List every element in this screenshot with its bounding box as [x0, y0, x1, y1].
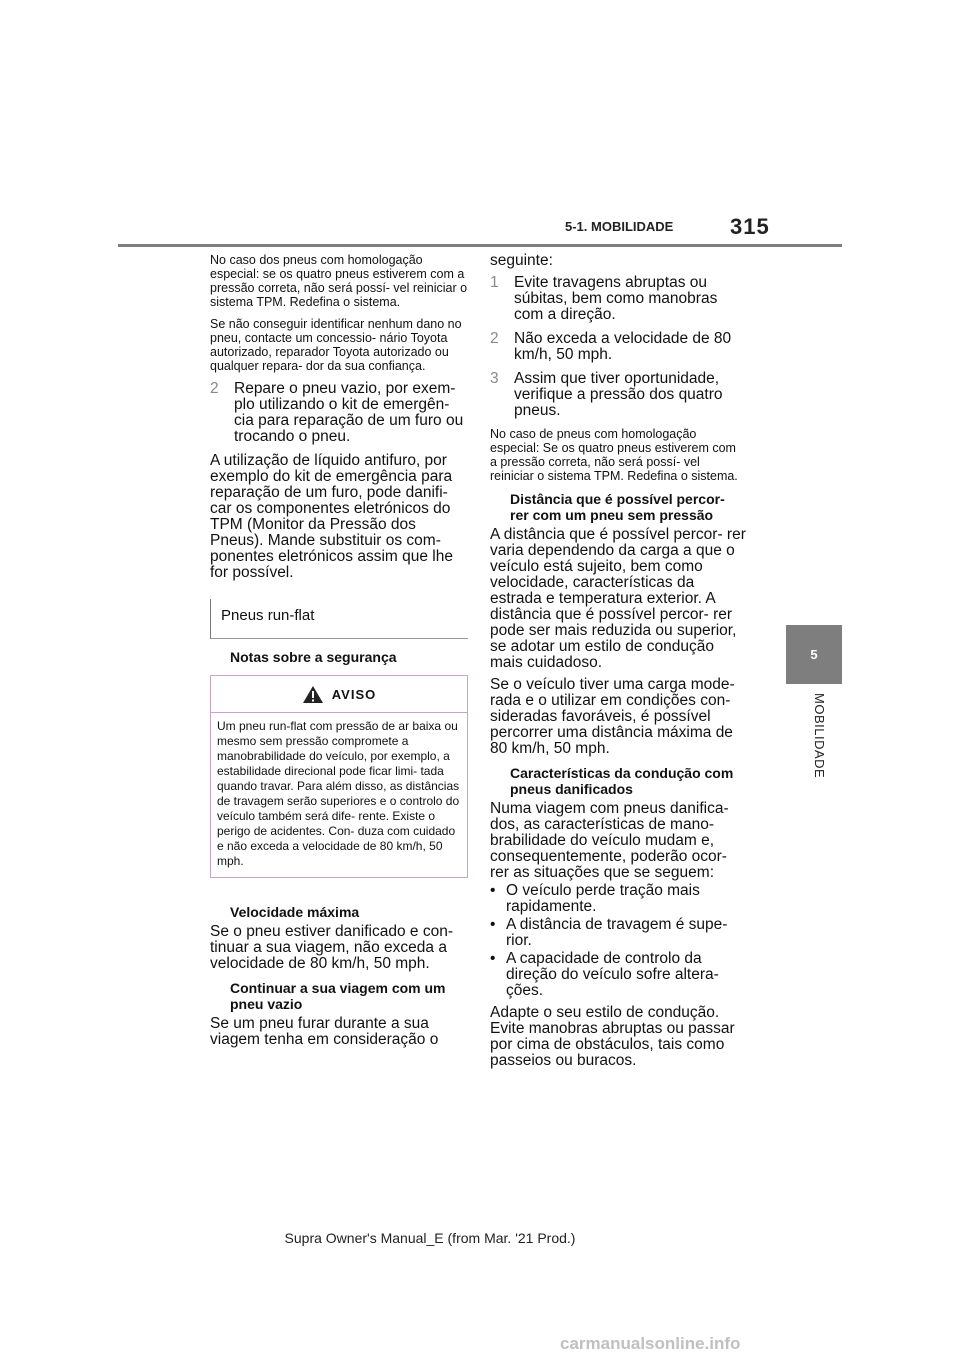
step-number: 2: [210, 380, 219, 397]
homologation-note: No caso dos pneus com homologação especial: se os quatro pneus estiverem com a pressão correta, não será possí- vel reiniciar o sistema TPM. Redefina o sistema.: [210, 253, 468, 309]
bullet-text: A distância de travagem é supe- rior.: [506, 916, 728, 949]
footer: [0, 1230, 960, 1246]
warning-header: [211, 676, 467, 713]
step-number: 2: [490, 330, 499, 347]
watermark: carmanualsonline.info: [560, 1334, 741, 1353]
dealer-note: Se não conseguir identificar nenhum dano no pneu, contacte um concessio- nário Toyota autorizado, reparador Toyota autorizado ou qualquer repara- dor da sua confiança.: [210, 317, 462, 373]
driving-heading: Características da condução com pneus danificados: [510, 765, 734, 797]
header-rule: [118, 244, 842, 247]
warning-triangle-icon: [302, 685, 324, 704]
step-2: [210, 381, 468, 445]
distance-heading: Distância que é possível percor- rer com um pneu sem pressão: [510, 491, 725, 523]
left-column: [210, 253, 468, 1054]
section-title: 5-1. MOBILIDADE: [565, 219, 674, 234]
right-column: [490, 253, 746, 1075]
sealant-paragraph: A utilização de líquido antifuro, por exemplo do kit de emergência para reparação de um furo, pode danifi- car os componentes eletrónicos do TPM (Monitor da Pressão dos Pneus). Mande substituir os com- ponentes eletrónicos assim que lhe for possível.: [210, 452, 453, 581]
bullet-item: • O veículo perde tração mais rapidamente.: [490, 883, 746, 915]
safety-heading: Notas sobre a segurança: [230, 649, 397, 665]
adapt-paragraph: Adapte o seu estilo de condução. Evite manobras abruptas ou passar por cima de obstáculos, tais como passeios ou buracos.: [490, 1004, 735, 1069]
bullet-item: • A capacidade de controlo da direção do veículo sofre altera- ções.: [490, 951, 746, 999]
warning-title: AVISO: [331, 686, 377, 702]
warning-box: [210, 675, 468, 878]
max-speed-heading: Velocidade máxima: [230, 904, 360, 920]
homologation-note: No caso de pneus com homologação especial: Se os quatro pneus estiverem com a pressão correta, não será possí- vel reiniciar o sistema TPM. Redefina o sistema.: [490, 427, 738, 483]
step-text: Repare o pneu vazio, por exem- plo utilizando o kit de emergên- cia para reparação de um furo ou trocando o pneu.: [234, 380, 464, 445]
runflat-section-title: Pneus run-flat: [210, 599, 468, 639]
continue-paragraph: Se um pneu furar durante a sua viagem tenha em consideração o: [210, 1015, 439, 1048]
continue-heading: Continuar a sua viagem com um pneu vazio: [230, 980, 446, 1012]
driving-paragraph: Numa viagem com pneus danifica- dos, as características de mano- brabilidade do veículo mudam e, consequentemente, poderão ocor- rer as situações que se seguem:: [490, 800, 729, 881]
page-number: 315: [730, 214, 770, 239]
distance-paragraph: A distância que é possível percor- rer varia dependendo da carga a que o veículo está sujeito, bem como velocidade, características da estrada e temperatura exterior. A distância que é possível percor- rer pode ser mais reduzida ou superior, se adotar um estilo de condução mais cuidadoso.: [490, 526, 746, 671]
step-number: 3: [490, 370, 499, 387]
load-paragraph: Se o veículo tiver uma carga mode- rada e o utilizar em condições con- sideradas favoráveis, é possível percorrer uma distância máxima de 80 km/h, 50 mph.: [490, 676, 735, 757]
chapter-tab: 5: [786, 625, 842, 684]
max-speed-paragraph: Se o pneu estiver danificado e con- tinuar a sua viagem, não exceda a velocidade de 80 km/h, 50 mph.: [210, 923, 453, 972]
bullet-item: • A distância de travagem é supe- rior.: [490, 917, 746, 949]
continuation-text: seguinte:: [490, 252, 553, 269]
step-number: 1: [490, 274, 499, 291]
footer-text: Supra Owner's Manual_E (from Mar. '21 Prod.): [284, 1230, 576, 1246]
step-text: Assim que tiver oportunidade, verifique a pressão dos quatro pneus.: [514, 370, 723, 419]
warning-text: Um pneu run-flat com pressão de ar baixa ou mesmo sem pressão compromete a manobrabilidade do veículo, por exemplo, a estabilidade direcional pode ficar limi- tada quando travar. Para além disso, as distâncias de travagem serão superiores e o controlo do veículo também será dife- rente. Existe o perigo de acidentes. Con- duza com cuidado e não exceda a velocidade de 80 km/h, 50 mph.: [217, 719, 460, 868]
step-text: Não exceda a velocidade de 80 km/h, 50 mph.: [514, 330, 732, 363]
step-text: Evite travagens abruptas ou súbitas, bem como manobras com a direção.: [514, 274, 718, 323]
bullet-text: O veículo perde tração mais rapidamente.: [506, 882, 700, 915]
step-item: [490, 275, 746, 323]
chapter-label: MOBILIDADE: [812, 693, 827, 779]
bullet-text: A capacidade de controlo da direção do veículo sofre altera- ções.: [506, 950, 719, 999]
step-item: [490, 371, 746, 419]
step-item: [490, 331, 746, 363]
